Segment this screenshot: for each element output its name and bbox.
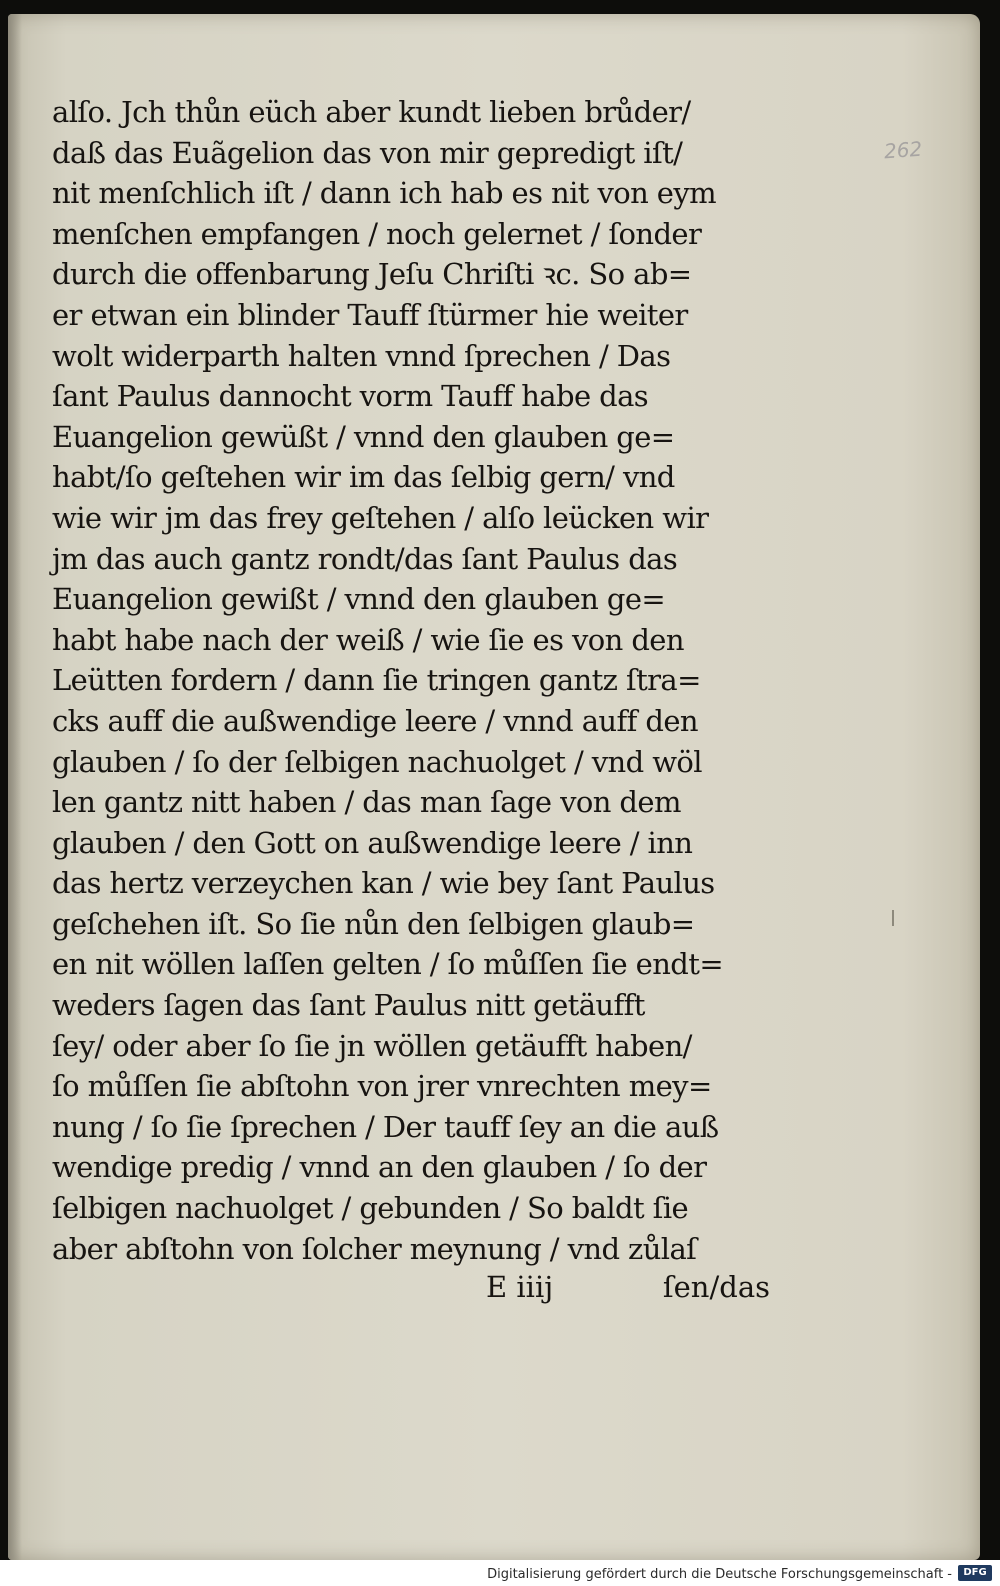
footer-bar: [0, 1560, 1000, 1586]
book-page: [8, 14, 980, 1560]
text-line: wendige predig / vnnd an den glauben / ſo der: [52, 1150, 707, 1185]
text-line: nit menſchlich iſt / dann ich hab es nit von eym: [52, 176, 717, 211]
text-line: ſey/ oder aber ſo ſie jn wöllen getäufft haben/: [52, 1028, 692, 1063]
funding-notice: Digitalisierung gefördert durch die Deutsche Forschungsgemeinschaft -: [487, 1567, 952, 1582]
text-line: ſo můſſen ſie abſtohn von jrer vnrechten mey=: [52, 1069, 712, 1104]
text-line: ſant Paulus dannocht vorm Tauff habe das: [52, 379, 649, 414]
folio-number: 262: [883, 136, 923, 164]
text-line: wie wir jm das frey geſtehen / alſo leücken wir: [52, 500, 709, 535]
text-line: aber abſtohn von ſolcher meynung / vnd zůlaſ: [52, 1231, 697, 1266]
text-line: cks auff die außwendige leere / vnnd auff den: [52, 703, 698, 738]
text-line: glauben / den Gott on außwendige leere / inn: [52, 825, 693, 860]
page-gutter-shadow: [8, 14, 22, 1560]
text-line: jm das auch gantz rondt/das ſant Paulus das: [52, 541, 678, 576]
catch-line: [52, 1266, 776, 1308]
text-line: daß das Euãgelion das von mir gepredigt iſt/: [52, 135, 683, 170]
text-line: geſchehen iſt. So ſie nůn den ſelbigen glaub=: [52, 906, 695, 941]
text-line: habt/ſo geſtehen wir im das ſelbig gern/ vnd: [52, 460, 675, 495]
text-line: menſchen empfangen / noch gelernet / ſonder: [52, 216, 702, 251]
text-line: len gantz nitt haben / das man ſage von dem: [52, 785, 681, 820]
catchword: ſen/das: [662, 1270, 770, 1304]
text-line: ſelbigen nachuolget / gebunden / So baldt ſie: [52, 1191, 689, 1226]
text-line: er etwan ein blinder Tauff ſtürmer hie weiter: [52, 297, 688, 332]
margin-mark: [892, 910, 894, 926]
text-line: nung / ſo ſie ſprechen / Der tauff ſey an die auß: [52, 1109, 719, 1144]
signature-mark: E iiij: [486, 1270, 554, 1304]
text-line: wolt widerparth halten vnnd ſprechen / Das: [52, 338, 671, 373]
text-line: das hertz verzeychen kan / wie bey ſant Paulus: [52, 866, 715, 901]
text-line: glauben / ſo der ſelbigen nachuolget / vnd wöl: [52, 744, 702, 779]
dfg-logo: DFG: [958, 1565, 992, 1581]
text-line: weders ſagen das ſant Paulus nitt getäufft: [52, 988, 645, 1023]
text-block: [52, 92, 776, 1269]
text-line: durch die offenbarung Jeſu Chriſti ꝛc. So ab=: [52, 257, 692, 292]
text-line: habt habe nach der weiß / wie ſie es von den: [52, 622, 684, 657]
text-line: Euangelion gewißt / vnnd den glauben ge=: [52, 582, 666, 617]
text-line: Euangelion gewüßt / vnnd den glauben ge=: [52, 419, 675, 454]
text-line: en nit wöllen laſſen gelten / ſo můſſen ſie endt=: [52, 947, 724, 982]
text-line: alſo. Jch thůn eüch aber kundt lieben brůder/: [52, 95, 691, 129]
text-line: Leütten fordern / dann ſie tringen gantz ſtra=: [52, 663, 701, 698]
